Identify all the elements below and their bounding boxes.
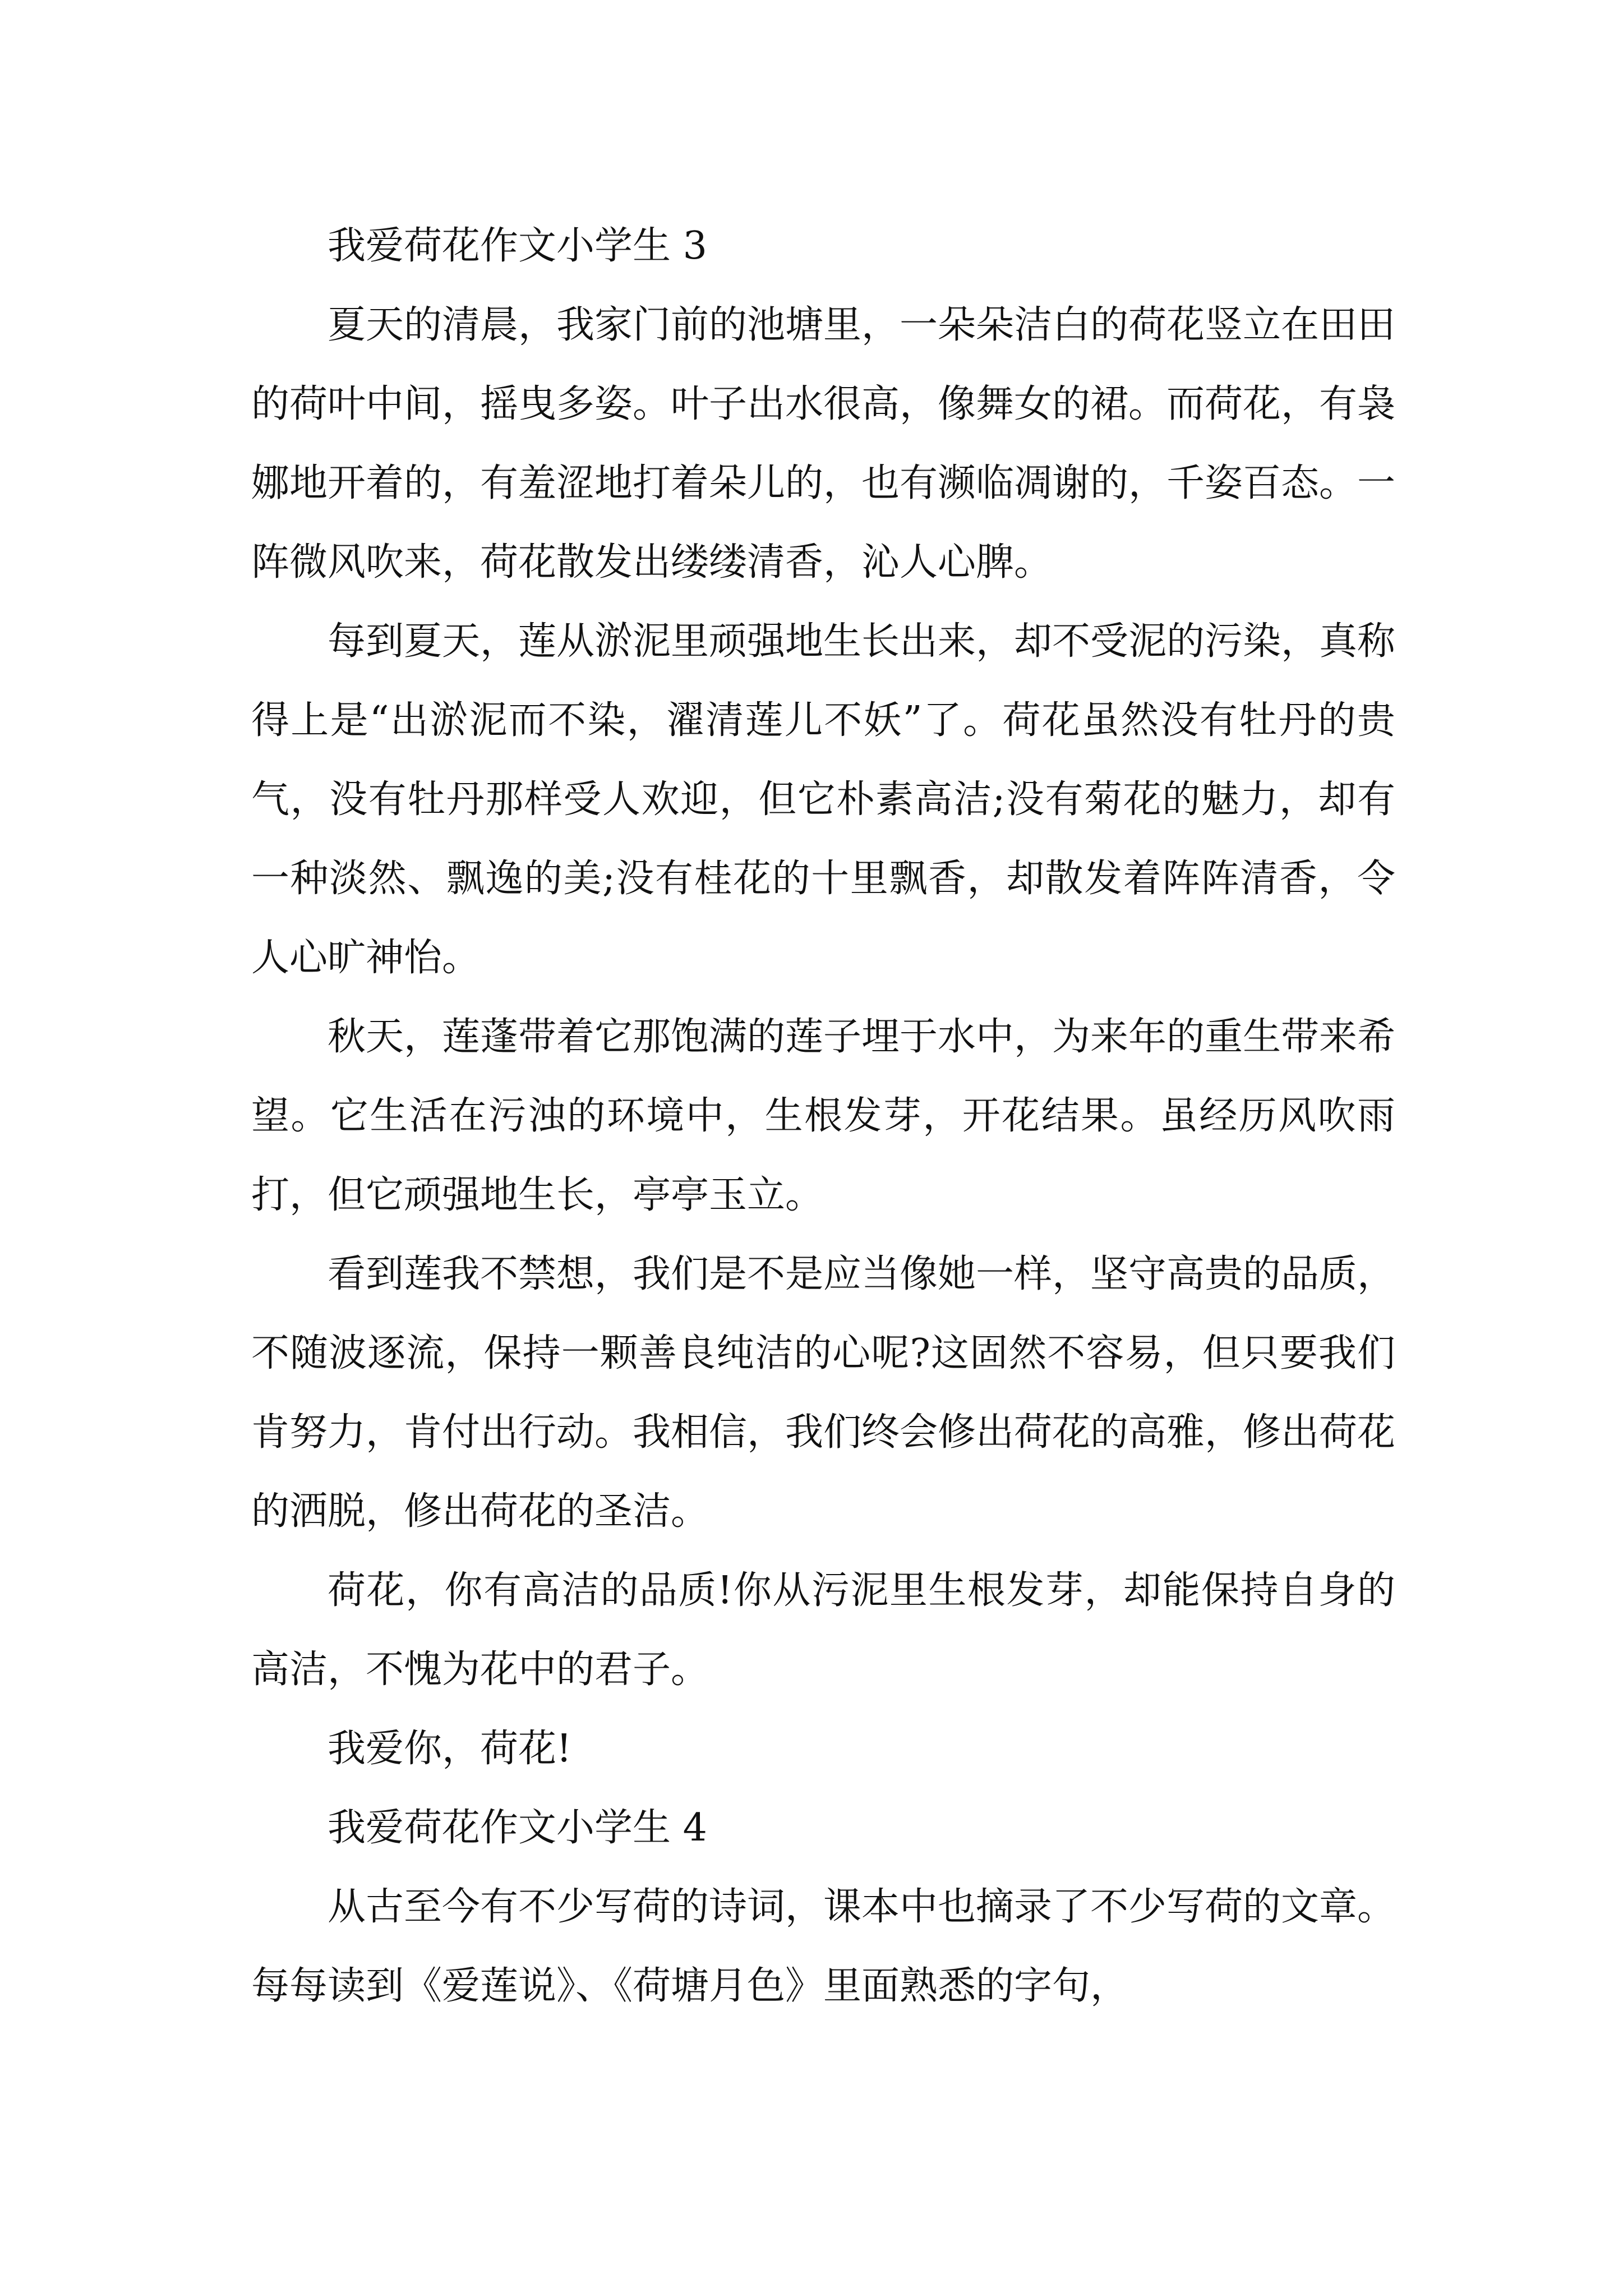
- section-heading: 我爱荷花作文小学生 3: [328, 224, 707, 268]
- body-paragraph: 荷花，你有高洁的品质!你从污泥里生根发芽，却能保持自身的高洁，不愧为花中的君子。: [251, 1568, 1395, 1692]
- body-paragraph: 从古至今有不少写荷的诗词，课本中也摘录了不少写荷的文章。每每读到《爱莲说》、《荷塘月色》里面熟悉的字句，: [251, 1885, 1396, 2008]
- document-body: [251, 206, 1395, 2026]
- body-paragraph: 我爱你，荷花!: [328, 1727, 572, 1771]
- body-paragraph: 秋天，莲蓬带着它那饱满的莲子埋于水中，为来年的重生带来希望。它生活在污浊的环境中，生根发芽，开花结果。虽经历风吹雨打，但它顽强地生长，亭亭玉立。: [251, 1015, 1396, 1217]
- section-heading: 我爱荷花作文小学生 4: [328, 1806, 707, 1850]
- body-paragraph: 夏天的清晨，我家门前的池塘里，一朵朵洁白的荷花竖立在田田的荷叶中间，摇曳多姿。叶子出水很高，像舞女的裙。而荷花，有袅娜地开着的，有羞涩地打着朵儿的，也有濒临凋谢的，千姿百态。一阵微风吹来，荷花散发出缕缕清香，沁人心脾。: [251, 303, 1396, 585]
- body-paragraph: 看到莲我不禁想，我们是不是应当像她一样，坚守高贵的品质，不随波逐流，保持一颗善良纯洁的心呢?这固然不容易，但只要我们肯努力，肯付出行动。我相信，我们终会修出荷花的高雅，修出荷花的洒脱，修出荷花的圣洁。: [251, 1252, 1396, 1534]
- body-paragraph: 每到夏天，莲从淤泥里顽强地生长出来，却不受泥的污染，真称得上是“出淤泥而不染，濯清莲儿不妖”了。荷花虽然没有牡丹的贵气，没有牡丹那样受人欢迎，但它朴素高洁;没有菊花的魅力，却有一种淡然、飘逸的美;没有桂花的十里飘香，却散发着阵阵清香，令人心旷神怡。: [251, 619, 1396, 980]
